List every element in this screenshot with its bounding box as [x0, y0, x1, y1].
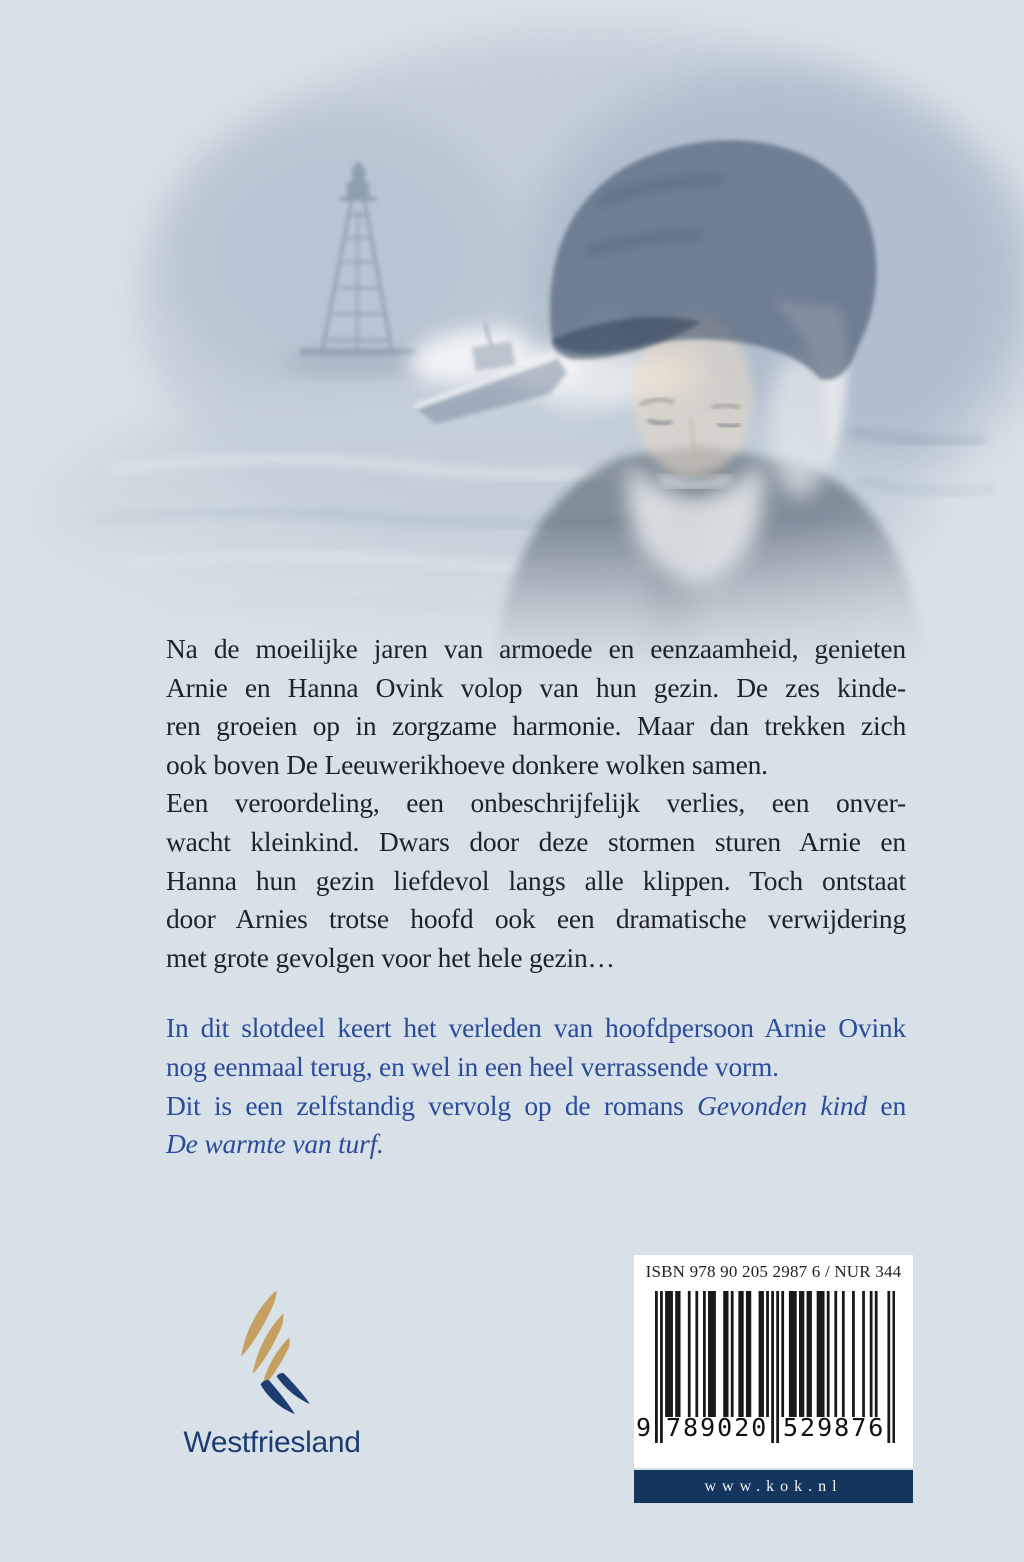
text-line: De warmte van turf. — [166, 1128, 384, 1160]
barcode-digits-group2: 529876 — [783, 1413, 886, 1442]
text-line: Na de moeilijke jaren van armoede en eenzaamheid, genieten — [166, 633, 906, 664]
barcode-digits-group1: 789020 — [666, 1413, 769, 1442]
isbn-text: ISBN 978 90 205 2987 6 / NUR 344 — [645, 1262, 902, 1281]
text-line: ren groeien op in zorgzame harmonie. Maar dan trekken zich — [166, 710, 906, 742]
barcode-block — [634, 1255, 913, 1468]
text-line: Dit is een zelfstandig vervolg op de romans Gevonden kind en — [166, 1089, 906, 1121]
blurb-paragraph — [166, 1009, 906, 1086]
back-cover-blurb — [166, 630, 906, 1164]
text-line: Een veroordeling, een onbeschrijfelijk verlies, een onver- — [166, 787, 906, 819]
text-line: Hanna hun gezin liefdevol langs alle klippen. Toch ontstaat — [166, 864, 906, 896]
sail-icon — [226, 1288, 318, 1420]
text-line: met grote gevolgen voor het hele gezin… — [166, 941, 615, 973]
text-line: door Arnies trotse hoofd ook een dramatische verwijdering — [166, 903, 906, 935]
text-line: Arnie en Hanna Ovink volop van hun gezin. De zes kinde- — [166, 671, 906, 703]
publisher-name: Westfriesland — [183, 1426, 361, 1459]
barcode-digit-lead: 9 — [636, 1413, 652, 1442]
text-line: wacht kleinkind. Dwars door deze stormen sturen Arnie en — [166, 825, 906, 857]
blurb-paragraph — [166, 1087, 906, 1164]
text-line: In dit slotdeel keert het verleden van hoofdpersoon Arnie Ovink — [166, 1012, 906, 1044]
cover-illustration — [0, 0, 1024, 680]
text-line: nog eenmaal terug, en wel in een heel verrassende vorm. — [166, 1050, 779, 1082]
website-url: www.kok.nl — [704, 1477, 843, 1495]
website-bar — [634, 1470, 913, 1503]
blurb-paragraph — [166, 784, 906, 977]
blurb-paragraph — [166, 630, 906, 784]
publisher-logo — [166, 1288, 378, 1460]
text-line: ook boven De Leeuwerikhoeve donkere wolken samen. — [166, 748, 768, 780]
